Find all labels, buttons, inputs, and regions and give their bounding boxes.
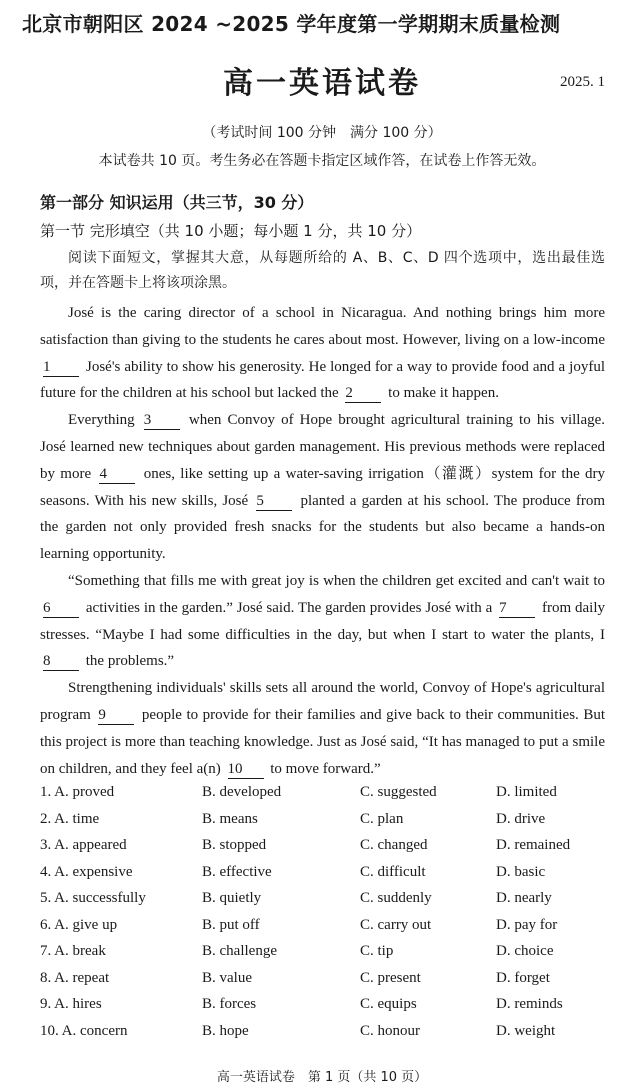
passage-text: to move forward.” (270, 760, 381, 777)
option-row (40, 890, 620, 917)
cloze-passage (40, 300, 605, 782)
blank-8: 8 (43, 652, 79, 671)
option-b: B. means (202, 810, 258, 827)
exam-header: 北京市朝阳区 2024 ~2025 学年度第一学期期末质量检测 (22, 12, 561, 36)
passage-text: from daily stresses. “Maybe I had some difficulties in the day, but when I start to water the plants, I (40, 599, 606, 643)
option-row (40, 864, 620, 891)
passage-text: “Something that fills me with great joy is when the children get excited and can't wait to (68, 572, 605, 589)
option-row (40, 917, 620, 944)
blank-6: 6 (43, 599, 79, 618)
option-b: B. quietly (202, 890, 262, 906)
option-c: C. honour (360, 1022, 420, 1039)
exam-notice: 本试卷共 10 页。考生务必在答题卡指定区域作答，在试卷上作答无效。 (98, 153, 546, 169)
option-c: C. carry out (360, 916, 432, 933)
passage-text: Everything (68, 412, 135, 429)
option-d: D. basic (496, 863, 546, 880)
option-d: D. reminds (496, 996, 563, 1012)
option-b: B. put off (202, 916, 260, 933)
page-footer: 高一英语试卷 第 1 页（共 10 页） (216, 1070, 428, 1085)
passage-text: José's ability to show his generosity. He longed for a way to provide food and a joyful future for the children at his school but lacked the (40, 358, 605, 402)
option-d: D. nearly (496, 890, 552, 906)
option-a: 1. A. proved (40, 784, 115, 800)
option-d: D. forget (496, 969, 550, 986)
blank-9: 9 (98, 706, 134, 725)
passage-text: planted a garden at his school. The produce from the garden not only provided fresh snacks for the students but also became a hands-on learning opportunity. (40, 492, 606, 563)
section-one-title: 第一节 完形填空（共 10 小题；每小题 1 分，共 10 分） (40, 222, 422, 240)
option-b: B. value (202, 969, 252, 986)
option-row (40, 943, 620, 970)
option-d: D. choice (496, 943, 554, 959)
option-a: 3. A. appeared (40, 837, 127, 853)
part-one-title: 第一部分 知识运用（共三节，30 分） (40, 193, 314, 212)
passage-text: José is the caring director of a school in Nicaragua. And nothing brings him more satisfaction than giving to the students he cares about most. However, living on a low-income (40, 305, 605, 348)
passage-text: when Convoy of Hope brought agricultural training to his village. José learned new techniques about garden management. His previous methods were replaced by more (40, 412, 606, 482)
passage-text: ones, like setting up a water-saving irrigation（灌溉）system for the dry seasons. With his new skills, José (40, 465, 606, 509)
option-a: 10. A. concern (40, 1022, 128, 1039)
option-b: B. stopped (202, 837, 267, 853)
exam-time-score: （考试时间 100 分钟 满分 100 分） (202, 125, 442, 141)
option-d: D. limited (496, 784, 557, 800)
option-a: 4. A. expensive (40, 863, 133, 880)
blank-5: 5 (256, 492, 292, 511)
option-c: C. difficult (360, 863, 426, 880)
option-a: 6. A. give up (40, 916, 118, 933)
blank-10: 10 (228, 760, 264, 779)
blank-2: 2 (345, 384, 381, 403)
passage-paragraph-4 (40, 675, 605, 782)
option-c: C. present (360, 969, 421, 986)
option-b: B. developed (202, 784, 282, 800)
blank-1: 1 (43, 358, 79, 377)
passage-paragraph-3 (40, 568, 605, 675)
option-row (40, 837, 620, 864)
option-a: 9. A. hires (40, 996, 102, 1012)
passage-paragraph-2 (40, 407, 605, 568)
blank-3: 3 (144, 411, 180, 430)
exam-date: 2025. 1 (560, 74, 605, 90)
option-row (40, 1023, 620, 1050)
option-row (40, 970, 620, 997)
blank-7: 7 (499, 599, 535, 618)
option-c: C. equips (360, 996, 417, 1012)
passage-text: activities in the garden.” José said. The garden provides José with a (85, 599, 493, 616)
option-d: D. drive (496, 810, 546, 827)
passage-text: the problems.” (85, 653, 175, 670)
option-a: 7. A. break (40, 943, 106, 959)
option-d: D. remained (496, 837, 571, 853)
blank-4: 4 (99, 465, 135, 484)
answer-options (40, 784, 620, 1049)
option-a: 8. A. repeat (40, 969, 110, 986)
option-b: B. hope (202, 1022, 249, 1039)
option-c: C. plan (360, 810, 404, 827)
option-a: 2. A. time (40, 810, 100, 827)
option-c: C. changed (360, 837, 428, 853)
option-c: C. suggested (360, 784, 437, 800)
option-c: C. suddenly (360, 890, 432, 906)
option-d: D. weight (496, 1022, 556, 1039)
passage-paragraph-1 (40, 300, 605, 407)
option-b: B. effective (202, 863, 272, 880)
option-row (40, 784, 620, 811)
option-d: D. pay for (496, 916, 558, 933)
option-b: B. challenge (202, 943, 277, 959)
page-title: 高一英语试卷 (223, 66, 421, 101)
option-b: B. forces (202, 996, 257, 1012)
passage-text: Strengthening individuals' skills sets all around the world, Convoy of Hope's agricultural program (40, 680, 605, 723)
option-row (40, 811, 620, 838)
passage-text: to make it happen. (388, 385, 499, 402)
option-a: 5. A. successfully (40, 890, 146, 906)
option-row (40, 996, 620, 1023)
option-c: C. tip (360, 943, 394, 959)
cloze-instruction: 阅读下面短文，掌握其大意，从每题所给的 A、B、C、D 四个选项中，选出最佳选项，并在答题卡上将该项涂黑。 (40, 250, 605, 291)
passage-text: people to provide for their families and give back to their communities. But this project is more than teaching knowledge. Just as José said, “It has managed to put a smile on children, and they feel a(n) (40, 706, 606, 777)
